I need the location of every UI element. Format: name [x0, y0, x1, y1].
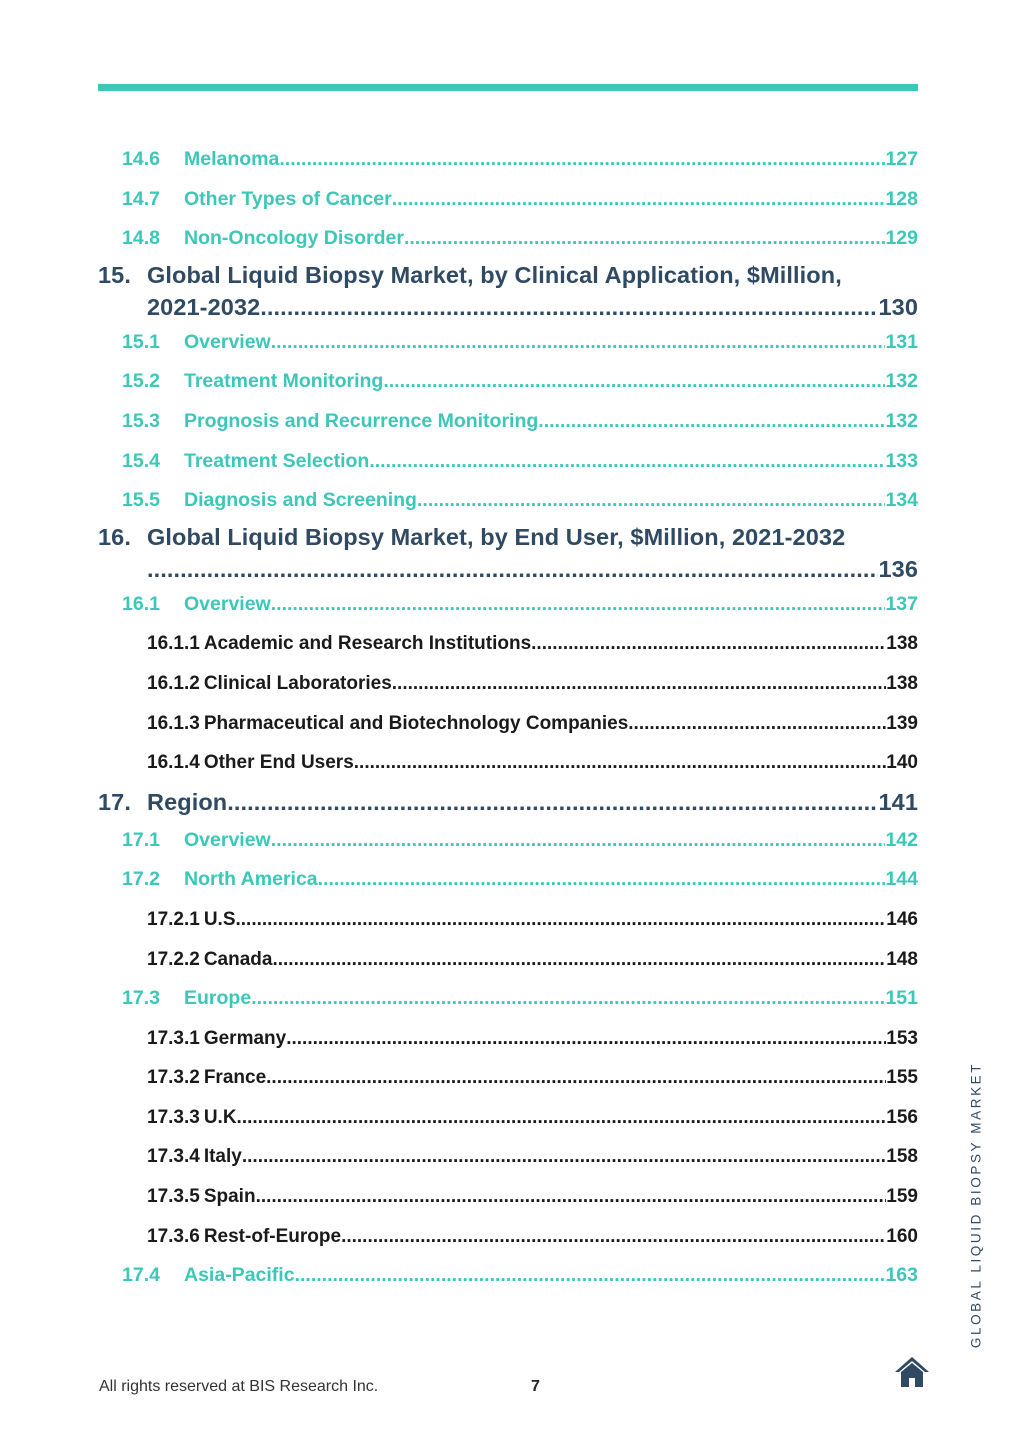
toc-chapter[interactable]: [98, 259, 918, 323]
toc-entry[interactable]: [98, 442, 918, 482]
toc-chapter-title: Global Liquid Biopsy Market, by End User, $Million, 2021-2032: [147, 523, 846, 550]
toc-entry-title: Prognosis and Recurrence Monitoring: [184, 409, 539, 432]
toc-dot-leader: [538, 402, 885, 442]
toc-subentry-number: 17.3.3: [147, 1106, 200, 1128]
toc-subentry[interactable]: [98, 1019, 918, 1059]
toc-entry-title: Treatment Selection: [184, 449, 370, 472]
toc-entry-page: 144: [885, 868, 918, 891]
toc-subentry[interactable]: [98, 1217, 918, 1257]
toc-subentry-page: 148: [886, 948, 918, 970]
toc-subentry-title: Other End Users: [203, 752, 354, 774]
toc-subentry[interactable]: [98, 743, 918, 783]
toc-entry[interactable]: [98, 219, 918, 259]
toc-entry[interactable]: [98, 402, 918, 442]
toc-entry-title: North America: [184, 868, 318, 891]
toc-subentry-title: Rest-of-Europe: [203, 1225, 342, 1247]
toc-dot-leader: [531, 624, 886, 664]
toc-entry[interactable]: [98, 140, 918, 180]
toc-subentry-title: France: [203, 1067, 267, 1089]
toc-entry-page: 142: [885, 828, 918, 851]
toc-dot-leader: [227, 783, 878, 821]
toc-entry-number: 15.5: [122, 489, 160, 512]
toc-entry[interactable]: [98, 860, 918, 900]
toc-entry-number: 15.3: [122, 409, 160, 432]
toc-dot-leader: [147, 553, 878, 585]
toc-subentry[interactable]: [98, 940, 918, 980]
toc-entry-title: Overview: [184, 828, 271, 851]
home-icon[interactable]: [892, 1354, 932, 1390]
toc-entry-number: 17.4: [122, 1264, 160, 1287]
toc-entry-page: 151: [885, 987, 918, 1010]
toc-chapter-number: 17.: [98, 788, 131, 815]
toc-subentry[interactable]: [98, 1098, 918, 1138]
toc-chapter-page: 141: [878, 788, 918, 815]
toc-entry-number: 17.1: [122, 828, 160, 851]
toc-entry[interactable]: [98, 362, 918, 402]
toc-dot-leader: [354, 743, 887, 783]
toc-subentry-number: 17.3.4: [147, 1146, 200, 1168]
toc-subentry[interactable]: [98, 664, 918, 704]
toc-entry-number: 15.1: [122, 330, 160, 353]
toc-dot-leader: [383, 362, 885, 402]
toc-subentry-title: Italy: [203, 1146, 242, 1168]
toc-entry-number: 17.2: [122, 868, 160, 891]
toc-entry-page: 133: [885, 449, 918, 472]
toc-entry-page: 127: [885, 148, 918, 170]
toc-entry-number: 14.7: [122, 187, 160, 210]
toc-entry-page: 131: [885, 330, 918, 353]
toc-subentry-page: 146: [886, 908, 918, 930]
toc-subentry-title: Academic and Research Institutions: [203, 633, 532, 655]
toc-subentry-number: 16.1.1: [147, 633, 200, 655]
toc-dot-leader: [251, 979, 885, 1019]
toc-entry[interactable]: [98, 481, 918, 521]
toc-entry-title: Melanoma: [184, 148, 280, 170]
toc-entry-title: Treatment Monitoring: [184, 370, 384, 393]
toc-dot-leader: [628, 704, 886, 744]
toc-dot-leader: [369, 442, 885, 482]
toc-dot-leader: [272, 940, 886, 980]
toc-entry[interactable]: [98, 180, 918, 220]
toc-chapter-number: 15.: [98, 261, 131, 288]
toc-dot-leader: [392, 664, 887, 704]
toc-subentry[interactable]: [98, 1177, 918, 1217]
header-accent-bar: [98, 84, 918, 91]
toc-chapter-title-cont: 2021-2032: [147, 293, 261, 320]
toc-entry-page: 163: [885, 1264, 918, 1287]
toc-dot-leader: [260, 291, 878, 323]
toc-dot-leader: [286, 1019, 886, 1059]
toc-subentry-number: 17.3.6: [147, 1225, 200, 1247]
toc-entry-page: 132: [885, 409, 918, 432]
toc-chapter-number: 16.: [98, 523, 131, 550]
toc-subentry-page: 156: [886, 1106, 918, 1128]
toc-subentry[interactable]: [98, 900, 918, 940]
sidebar-report-title: GLOBAL LIQUID BIOPSY MARKET: [968, 1061, 984, 1349]
toc-dot-leader: [417, 481, 885, 521]
toc-subentry-title: U.K.: [203, 1106, 242, 1128]
toc-entry[interactable]: [98, 323, 918, 363]
toc-entry-page: 137: [885, 592, 918, 615]
toc-subentry[interactable]: [98, 704, 918, 744]
toc-dot-leader: [271, 323, 886, 363]
toc-subentry-number: 16.1.2: [147, 672, 200, 694]
toc-dot-leader: [271, 821, 886, 861]
toc-subentry-number: 16.1.3: [147, 712, 200, 734]
toc-subentry-page: 160: [886, 1225, 918, 1247]
toc-entry[interactable]: [98, 979, 918, 1019]
toc-subentry-title: Spain: [203, 1186, 256, 1208]
toc-subentry[interactable]: [98, 1137, 918, 1177]
toc-subentry-page: 155: [886, 1067, 918, 1089]
toc-subentry-title: Clinical Laboratories: [203, 672, 392, 694]
toc-chapter[interactable]: [98, 521, 918, 585]
toc-dot-leader: [279, 140, 885, 180]
toc-entry-number: 17.3: [122, 987, 160, 1010]
toc-dot-leader: [318, 860, 886, 900]
footer-page-number: 7: [531, 1378, 540, 1395]
toc-entry-page: 128: [885, 187, 918, 210]
toc-entry-title: Europe: [184, 987, 252, 1010]
toc-subentry-page: 140: [886, 752, 918, 774]
toc-entry[interactable]: [98, 821, 918, 861]
toc-subentry-number: 17.3.1: [147, 1027, 200, 1049]
toc-entry-number: 14.8: [122, 227, 160, 250]
toc-entry-title: Overview: [184, 592, 271, 615]
toc-subentry-page: 138: [886, 672, 918, 694]
toc-dot-leader: [404, 219, 886, 259]
toc-entry-title: Non-Oncology Disorder: [184, 227, 404, 250]
toc-chapter-title: Region: [147, 788, 228, 815]
toc-dot-leader: [256, 1177, 887, 1217]
toc-subentry-number: 16.1.4: [147, 752, 200, 774]
toc-entry-number: 14.6: [122, 148, 160, 170]
toc-subentry-page: 159: [886, 1186, 918, 1208]
toc-subentry-page: 139: [886, 712, 918, 734]
toc-dot-leader: [341, 1217, 886, 1257]
toc-dot-leader: [242, 1137, 886, 1177]
toc-subentry-number: 17.2.2: [147, 948, 200, 970]
toc-subentry[interactable]: [98, 624, 918, 664]
toc-subentry-page: 138: [886, 633, 918, 655]
footer-copyright: All rights reserved at BIS Research Inc.: [99, 1378, 379, 1395]
toc-subentry-title: U.S.: [203, 908, 241, 930]
table-of-contents: [98, 140, 918, 1296]
toc-subentry-number: 17.2.1: [147, 908, 200, 930]
toc-entry[interactable]: [98, 585, 918, 625]
toc-chapter[interactable]: [98, 783, 918, 821]
toc-entry-number: 15.4: [122, 449, 160, 472]
toc-dot-leader: [242, 1098, 886, 1138]
toc-chapter-page: 130: [878, 293, 918, 320]
toc-chapter-title: Global Liquid Biopsy Market, by Clinical Application, $Million,: [147, 261, 842, 288]
toc-entry-page: 132: [885, 370, 918, 393]
toc-dot-leader: [271, 585, 886, 625]
toc-entry-title: Other Types of Cancer: [184, 187, 392, 210]
toc-subentry-title: Pharmaceutical and Biotechnology Companies: [203, 712, 629, 734]
toc-dot-leader: [295, 1256, 886, 1296]
toc-chapter-page: 136: [878, 555, 918, 582]
toc-dot-leader: [392, 180, 886, 220]
toc-subentry[interactable]: [98, 1058, 918, 1098]
toc-entry-page: 134: [885, 489, 918, 512]
toc-entry-title: Diagnosis and Screening: [184, 489, 417, 512]
toc-entry-number: 16.1: [122, 592, 160, 615]
toc-entry-page: 129: [885, 227, 918, 250]
toc-subentry-number: 17.3.2: [147, 1067, 200, 1089]
toc-subentry-page: 158: [886, 1146, 918, 1168]
toc-subentry-title: Canada: [203, 948, 273, 970]
toc-entry-title: Overview: [184, 330, 271, 353]
toc-entry-title: Asia-Pacific: [184, 1264, 295, 1287]
toc-entry-number: 15.2: [122, 370, 160, 393]
toc-entry[interactable]: [98, 1256, 918, 1296]
toc-dot-leader: [241, 900, 887, 940]
toc-dot-leader: [266, 1058, 886, 1098]
toc-subentry-title: Germany: [203, 1027, 287, 1049]
toc-subentry-page: 153: [886, 1027, 918, 1049]
toc-subentry-number: 17.3.5: [147, 1186, 200, 1208]
